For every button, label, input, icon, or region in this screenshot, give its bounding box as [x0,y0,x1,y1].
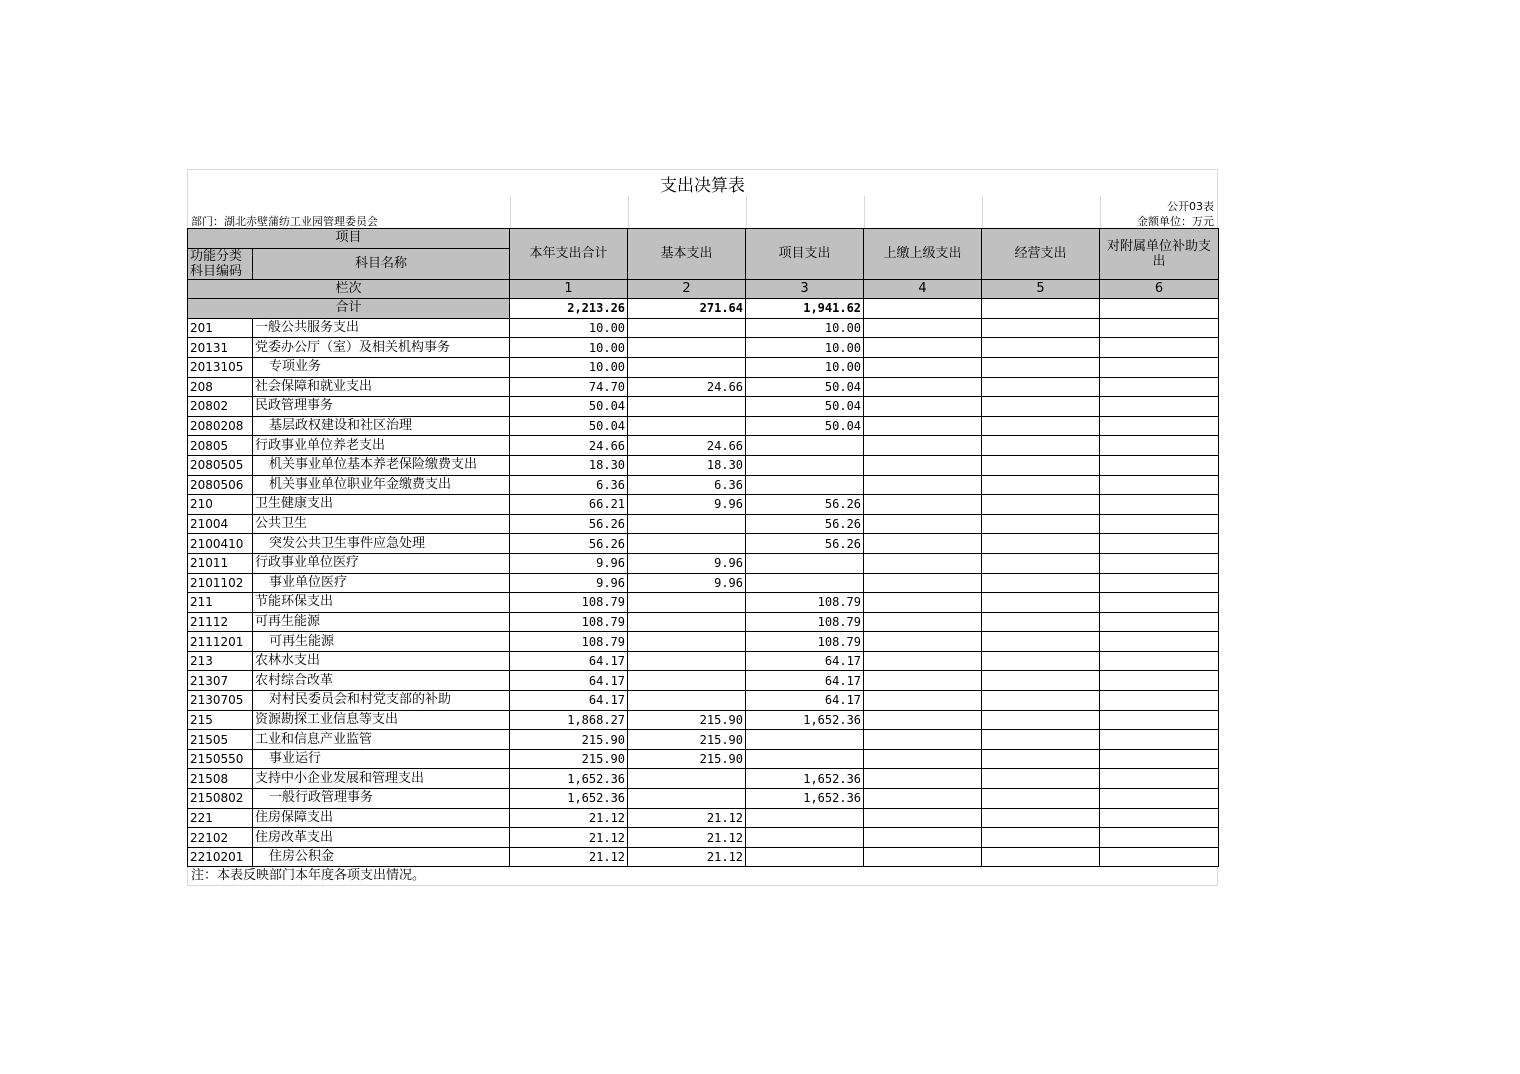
row-c1: 50.04 [510,416,628,436]
row-c6 [1100,357,1219,377]
grid-line [864,196,865,228]
row-c2 [628,769,746,789]
row-name: 机关事业单位职业年金缴费支出 [253,475,510,495]
row-name: 工业和信息产业监管 [253,730,510,750]
row-c4 [864,495,982,515]
table-row [188,808,1219,828]
row-c4 [864,455,982,475]
row-c1: 74.70 [510,377,628,397]
table-row [188,847,1219,867]
row-c5 [982,691,1100,711]
row-code: 213 [188,651,253,671]
row-c3: 56.26 [746,495,864,515]
row-c3: 108.79 [746,612,864,632]
total-c5 [982,299,1100,319]
row-code: 20805 [188,436,253,456]
row-name: 行政事业单位医疗 [253,553,510,573]
row-c2: 21.12 [628,808,746,828]
row-c2 [628,338,746,358]
row-number: 3 [746,279,864,299]
grid-line [982,196,983,228]
row-c4 [864,436,982,456]
row-code: 22102 [188,828,253,848]
row-code: 2111201 [188,632,253,652]
row-c5 [982,357,1100,377]
header-project-expenditure: 项目支出 [746,229,864,280]
row-c1: 1,868.27 [510,710,628,730]
row-code: 21004 [188,514,253,534]
row-c5 [982,436,1100,456]
row-c4 [864,769,982,789]
row-c3: 1,652.36 [746,769,864,789]
table-row [188,338,1219,358]
row-c6 [1100,377,1219,397]
row-c1: 215.90 [510,749,628,769]
row-name: 农村综合改革 [253,671,510,691]
row-c5 [982,318,1100,338]
row-c3 [746,573,864,593]
row-c3: 10.00 [746,357,864,377]
row-c4 [864,671,982,691]
row-c4 [864,593,982,613]
table-row [188,730,1219,750]
form-number: 公开03表 [1167,200,1214,213]
row-c5 [982,651,1100,671]
row-c1: 64.17 [510,651,628,671]
row-c2: 21.12 [628,847,746,867]
row-c5 [982,828,1100,848]
header-name: 科目名称 [253,248,510,279]
row-c1: 108.79 [510,612,628,632]
row-c4 [864,338,982,358]
row-name: 专项业务 [253,357,510,377]
row-c6 [1100,730,1219,750]
header-total-expenditure: 本年支出合计 [510,229,628,280]
row-c2 [628,534,746,554]
row-code: 2080208 [188,416,253,436]
row-c2 [628,318,746,338]
row-c5 [982,377,1100,397]
row-c3: 56.26 [746,514,864,534]
row-code: 210 [188,495,253,515]
expenditure-sheet [187,169,1218,886]
row-c1: 1,652.36 [510,789,628,809]
row-name: 突发公共卫生事件应急处理 [253,534,510,554]
row-code: 221 [188,808,253,828]
table-row [188,318,1219,338]
row-c5 [982,593,1100,613]
row-c3 [746,436,864,456]
row-c2: 21.12 [628,828,746,848]
row-c6 [1100,455,1219,475]
row-c1: 215.90 [510,730,628,750]
row-c6 [1100,691,1219,711]
row-c5 [982,769,1100,789]
row-c4 [864,710,982,730]
row-c2: 24.66 [628,377,746,397]
row-c3: 64.17 [746,651,864,671]
row-c2 [628,612,746,632]
row-code: 211 [188,593,253,613]
table-row [188,436,1219,456]
row-name: 可再生能源 [253,612,510,632]
row-c2: 215.90 [628,730,746,750]
row-name: 行政事业单位养老支出 [253,436,510,456]
total-c3: 1,941.62 [746,299,864,319]
row-number: 4 [864,279,982,299]
row-c5 [982,730,1100,750]
row-name: 民政管理事务 [253,397,510,417]
row-c4 [864,318,982,338]
row-c5 [982,534,1100,554]
row-c6 [1100,495,1219,515]
row-c5 [982,710,1100,730]
table-row [188,455,1219,475]
row-c1: 24.66 [510,436,628,456]
row-c5 [982,612,1100,632]
row-number: 1 [510,279,628,299]
table-row [188,769,1219,789]
row-c4 [864,514,982,534]
row-c4 [864,397,982,417]
table-row [188,651,1219,671]
department-label: 部门：湖北赤壁蒲纺工业园管理委员会 [191,215,378,228]
row-c1: 10.00 [510,357,628,377]
total-c1: 2,213.26 [510,299,628,319]
table-row [188,475,1219,495]
table-row [188,573,1219,593]
row-c1: 21.12 [510,808,628,828]
row-c3: 108.79 [746,632,864,652]
row-code: 215 [188,710,253,730]
row-c4 [864,828,982,848]
row-c4 [864,573,982,593]
table-row [188,397,1219,417]
table-row [188,612,1219,632]
row-c3: 1,652.36 [746,710,864,730]
row-c2 [628,514,746,534]
row-code: 2080506 [188,475,253,495]
row-c5 [982,416,1100,436]
row-c3: 10.00 [746,338,864,358]
row-c1: 9.96 [510,553,628,573]
row-c2: 215.90 [628,710,746,730]
row-c3: 1,652.36 [746,789,864,809]
row-c1: 64.17 [510,691,628,711]
row-name: 住房保障支出 [253,808,510,828]
header-basic-expenditure: 基本支出 [628,229,746,280]
row-c1: 56.26 [510,534,628,554]
row-c4 [864,632,982,652]
row-code: 2150550 [188,749,253,769]
row-name: 住房改革支出 [253,828,510,848]
row-name: 一般公共服务支出 [253,318,510,338]
table-row [188,671,1219,691]
total-row [188,299,1219,319]
row-c6 [1100,632,1219,652]
row-c4 [864,789,982,809]
table-row [188,593,1219,613]
row-c1: 10.00 [510,338,628,358]
row-c1: 1,652.36 [510,769,628,789]
row-c1: 10.00 [510,318,628,338]
row-c1: 9.96 [510,573,628,593]
row-c2: 18.30 [628,455,746,475]
row-c1: 18.30 [510,455,628,475]
table-row [188,534,1219,554]
row-name: 社会保障和就业支出 [253,377,510,397]
row-code: 208 [188,377,253,397]
row-c2: 9.96 [628,573,746,593]
row-code: 2130705 [188,691,253,711]
table-row [188,553,1219,573]
row-name: 支持中小企业发展和管理支出 [253,769,510,789]
row-c5 [982,789,1100,809]
unit-label: 金额单位：万元 [1137,215,1214,228]
row-c2 [628,789,746,809]
grid-line [1100,196,1101,228]
row-c5 [982,632,1100,652]
row-c1: 66.21 [510,495,628,515]
row-c6 [1100,593,1219,613]
row-c3 [746,808,864,828]
row-name: 事业单位医疗 [253,573,510,593]
row-c1: 108.79 [510,593,628,613]
row-c6 [1100,789,1219,809]
row-c4 [864,730,982,750]
row-c1: 21.12 [510,828,628,848]
row-name: 对村民委员会和村党支部的补助 [253,691,510,711]
row-c1: 50.04 [510,397,628,417]
row-c5 [982,397,1100,417]
row-name: 节能环保支出 [253,593,510,613]
row-c3: 10.00 [746,318,864,338]
table-row [188,749,1219,769]
table-row [188,710,1219,730]
row-c2: 9.96 [628,495,746,515]
row-name: 住房公积金 [253,847,510,867]
row-number: 5 [982,279,1100,299]
sheet-title: 支出决算表 [187,169,1218,196]
row-c4 [864,749,982,769]
row-code: 21508 [188,769,253,789]
row-c6 [1100,808,1219,828]
table-row [188,691,1219,711]
row-name: 基层政权建设和社区治理 [253,416,510,436]
row-c3: 108.79 [746,593,864,613]
row-c6 [1100,612,1219,632]
row-c6 [1100,514,1219,534]
row-name: 党委办公厅（室）及相关机构事务 [253,338,510,358]
row-c6 [1100,769,1219,789]
grid-line [628,196,629,228]
row-code: 201 [188,318,253,338]
table-row [188,514,1219,534]
header-code: 功能分类科目编码 [188,248,253,279]
table-row [188,377,1219,397]
total-label: 合计 [188,299,510,319]
row-c6 [1100,475,1219,495]
row-c5 [982,671,1100,691]
row-c6 [1100,534,1219,554]
header-subsidy-affiliates: 对附属单位补助支出 [1100,229,1219,280]
row-c5 [982,749,1100,769]
row-name: 机关事业单位基本养老保险缴费支出 [253,455,510,475]
row-c3: 64.17 [746,691,864,711]
row-c3 [746,475,864,495]
row-c6 [1100,416,1219,436]
row-number: 6 [1100,279,1219,299]
row-name: 卫生健康支出 [253,495,510,515]
row-c2 [628,671,746,691]
row-c6 [1100,573,1219,593]
grid-line [510,196,511,228]
table-row [188,416,1219,436]
row-c2: 9.96 [628,553,746,573]
row-c3 [746,828,864,848]
row-code: 2210201 [188,847,253,867]
row-c4 [864,377,982,397]
total-c6 [1100,299,1219,319]
row-name: 一般行政管理事务 [253,789,510,809]
row-code: 21011 [188,553,253,573]
row-c3: 50.04 [746,377,864,397]
row-c6 [1100,397,1219,417]
row-c3: 50.04 [746,397,864,417]
row-name: 资源勘探工业信息等支出 [253,710,510,730]
header-item: 项目 [188,229,510,249]
row-c6 [1100,651,1219,671]
row-name: 事业运行 [253,749,510,769]
row-c4 [864,847,982,867]
row-c6 [1100,318,1219,338]
row-c6 [1100,710,1219,730]
row-c3 [746,553,864,573]
table-row [188,632,1219,652]
row-c2 [628,651,746,671]
header-remit-superior: 上缴上级支出 [864,229,982,280]
row-c5 [982,495,1100,515]
row-c2: 24.66 [628,436,746,456]
row-c5 [982,553,1100,573]
row-name: 公共卫生 [253,514,510,534]
row-c6 [1100,749,1219,769]
row-c4 [864,612,982,632]
row-number-label: 栏次 [188,279,510,299]
row-c1: 56.26 [510,514,628,534]
row-c4 [864,416,982,436]
row-c4 [864,534,982,554]
row-c5 [982,514,1100,534]
row-code: 20802 [188,397,253,417]
row-c3: 64.17 [746,671,864,691]
row-code: 2100410 [188,534,253,554]
row-name: 农林水支出 [253,651,510,671]
row-c2 [628,632,746,652]
row-c5 [982,475,1100,495]
row-c6 [1100,553,1219,573]
row-c3: 56.26 [746,534,864,554]
row-c3: 50.04 [746,416,864,436]
row-c3 [746,455,864,475]
row-c4 [864,475,982,495]
row-c6 [1100,338,1219,358]
row-c4 [864,808,982,828]
row-c5 [982,455,1100,475]
grid-line [746,196,747,228]
row-c3 [746,847,864,867]
table-row [188,495,1219,515]
expenditure-table [187,228,1219,867]
row-code: 2013105 [188,357,253,377]
row-c3 [746,730,864,750]
table-row [188,789,1219,809]
row-c4 [864,357,982,377]
row-c4 [864,553,982,573]
table-row [188,357,1219,377]
row-c2: 215.90 [628,749,746,769]
row-c2 [628,593,746,613]
row-c5 [982,338,1100,358]
row-code: 2080505 [188,455,253,475]
table-note: 注：本表反映部门本年度各项支出情况。 [187,867,1218,886]
row-c6 [1100,436,1219,456]
row-c6 [1100,671,1219,691]
row-c1: 64.17 [510,671,628,691]
row-c1: 21.12 [510,847,628,867]
row-c3 [746,749,864,769]
row-c5 [982,808,1100,828]
meta-row [187,196,1218,228]
row-code: 21112 [188,612,253,632]
table-row [188,828,1219,848]
row-c5 [982,573,1100,593]
row-c1: 108.79 [510,632,628,652]
row-c1: 6.36 [510,475,628,495]
row-number: 2 [628,279,746,299]
row-name: 可再生能源 [253,632,510,652]
row-c6 [1100,828,1219,848]
row-c4 [864,691,982,711]
row-code: 20131 [188,338,253,358]
row-c4 [864,651,982,671]
row-c2 [628,397,746,417]
row-code: 21505 [188,730,253,750]
total-c4 [864,299,982,319]
row-code: 2150802 [188,789,253,809]
row-code: 2101102 [188,573,253,593]
row-c5 [982,847,1100,867]
row-c6 [1100,847,1219,867]
row-c2 [628,416,746,436]
total-c2: 271.64 [628,299,746,319]
row-code: 21307 [188,671,253,691]
row-c2 [628,357,746,377]
header-operating-expenditure: 经营支出 [982,229,1100,280]
row-c2: 6.36 [628,475,746,495]
row-c2 [628,691,746,711]
